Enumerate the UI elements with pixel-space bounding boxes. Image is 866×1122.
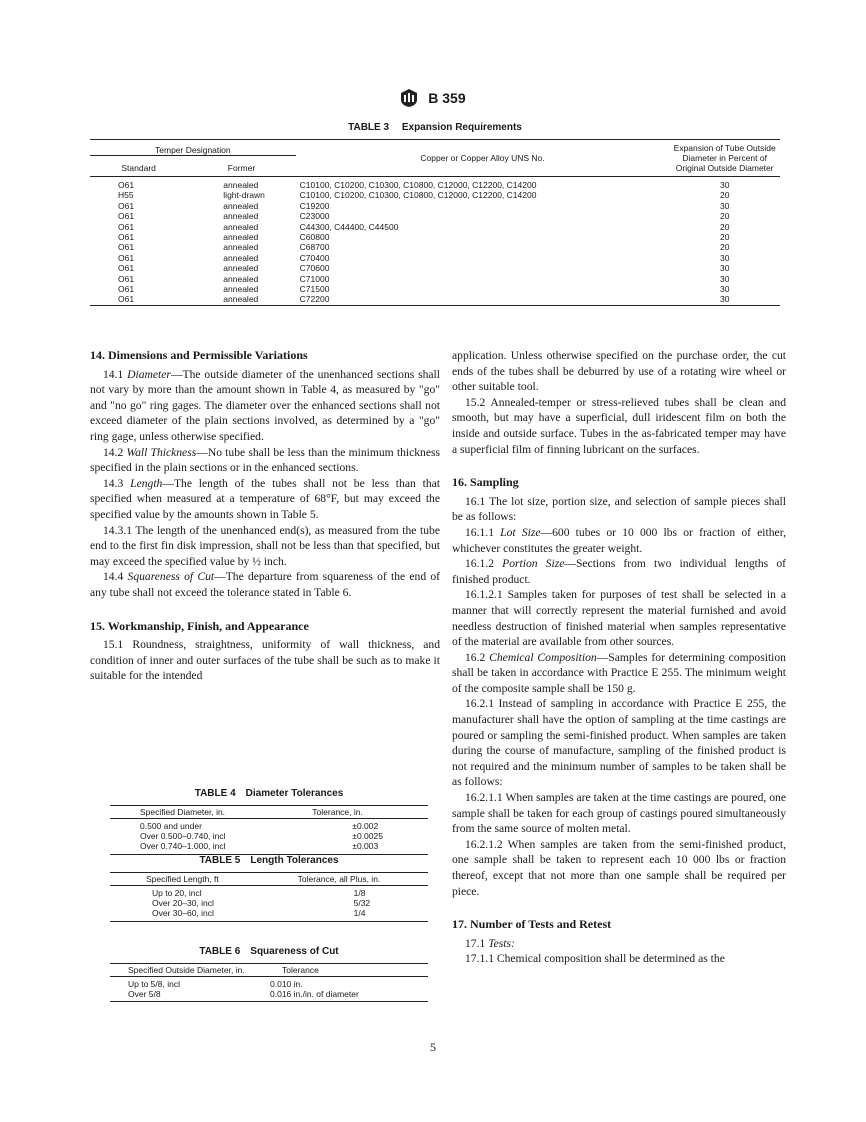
- t5-col1-header: Specified Length, ft: [146, 874, 219, 884]
- t4-col1-header: Specified Diameter, in.: [140, 807, 226, 817]
- para-16-1-2-1: 16.1.2.1 Samples taken for purposes of test shall be selected in a manner that will correctly represent the material furnished and avoid needless destruction of finished material when samples representative of the material are available from other sources.: [452, 588, 786, 649]
- page-header: [0, 88, 866, 108]
- table-5-label: TABLE 5: [199, 855, 241, 866]
- cell-former: light-drawn: [223, 190, 265, 201]
- table-row: [90, 253, 780, 263]
- table-6-caption: [110, 946, 428, 957]
- para-16-1: 16.1 The lot size, portion size, and selection of sample pieces shall be as follows:: [452, 494, 786, 524]
- cell-standard: O61: [118, 211, 135, 222]
- table-row: [90, 211, 780, 221]
- cell-alloy: C10100, C10200, C10300, C10800, C12000, C12200, C14200: [299, 180, 537, 190]
- expansion-column-header: Expansion of Tube Outside Diameter in Percent of Original Outside Diameter: [673, 143, 776, 173]
- temper-designation-header: Temper Designation: [90, 140, 296, 156]
- table-5-caption: [110, 855, 428, 866]
- cell-former: annealed: [223, 221, 259, 232]
- cell-expansion: 30: [719, 273, 730, 284]
- cell-expansion: 30: [719, 294, 730, 305]
- section-14-heading: 14. Dimensions and Permissible Variations: [90, 348, 308, 362]
- cell-former: annealed: [223, 284, 259, 295]
- former-column-header: Former: [227, 163, 256, 174]
- cell-alloy: C70600: [299, 263, 330, 274]
- cell-standard: O61: [118, 284, 135, 295]
- cell-former: annealed: [223, 180, 259, 190]
- cell-expansion: 20: [719, 242, 730, 253]
- table-3-title: Expansion Requirements: [401, 122, 522, 133]
- cell-tolerance: ±0.002: [352, 821, 379, 831]
- cell-alloy: C44300, C44400, C44500: [299, 221, 399, 232]
- table-row: [90, 222, 780, 232]
- cell-tolerance: ±0.003: [352, 841, 379, 852]
- cell-alloy: C70400: [299, 252, 330, 263]
- cell-alloy: C68700: [299, 242, 330, 253]
- table-row: [90, 232, 780, 242]
- para-15-1-part2: application. Unless otherwise specified on the purchase order, the cut ends of the tubes shall be deburred by use of a rotating wire wheel or other suitable tool.: [452, 349, 786, 394]
- cell-spec: 0.500 and under: [140, 821, 202, 831]
- para-16-2-1-1: 16.2.1.1 When samples are taken at the time castings are poured, one sample shall be taken for each group of castings poured simultaneously from the same source of molten metal.: [452, 791, 786, 836]
- length-tolerance-table: [110, 872, 428, 922]
- cell-alloy: C19200: [299, 200, 330, 211]
- table-row: [90, 242, 780, 252]
- table-row: [90, 284, 780, 294]
- cell-standard: O61: [118, 232, 135, 243]
- table-row: [90, 274, 780, 284]
- cell-former: annealed: [223, 252, 259, 263]
- cell-standard: O61: [118, 242, 135, 253]
- diameter-tolerance-table: [110, 805, 428, 855]
- table-5-title: Length Tolerances: [250, 855, 339, 866]
- cell-former: annealed: [223, 242, 259, 253]
- squareness-table: [110, 963, 428, 1002]
- table-3-label: TABLE 3: [348, 122, 390, 133]
- page-number: 5: [430, 1040, 436, 1054]
- table-row: [110, 831, 428, 841]
- cell-expansion: 20: [719, 211, 730, 222]
- para-14-4: 14.4 Squareness of Cut—The departure from squareness of the end of any tube shall not exceed the tolerance stated in Table 6.: [90, 570, 440, 599]
- table-6: [110, 946, 428, 1002]
- cell-spec: Over 5/8: [128, 989, 161, 1000]
- para-15-1-part1: 15.1 Roundness, straightness, uniformity of wall thickness, and condition of inner and outer surfaces of the tube shall be such as to make it suitable for the intended: [90, 638, 440, 683]
- cell-expansion: 30: [719, 200, 730, 211]
- cell-standard: O61: [118, 273, 135, 284]
- astm-logo-icon: [400, 88, 418, 108]
- cell-tolerance: 0.016 in./in. of diameter: [270, 989, 359, 1000]
- table-row: [110, 908, 428, 921]
- table-row: [110, 886, 428, 899]
- cell-former: annealed: [223, 211, 259, 222]
- cell-alloy: C23000: [299, 211, 330, 222]
- cell-former: annealed: [223, 200, 259, 211]
- standard-column-header: Standard: [121, 163, 156, 174]
- para-16-1-2: 16.1.2 Portion Size—Sections from two individual lengths of finished product.: [452, 557, 786, 586]
- table-row: [90, 190, 780, 200]
- cell-standard: H55: [118, 190, 134, 201]
- t6-col2-header: Tolerance: [282, 965, 319, 975]
- table-3-caption: [90, 122, 780, 133]
- cell-former: annealed: [223, 232, 259, 243]
- table-4: [110, 788, 428, 855]
- cell-standard: O61: [118, 200, 135, 211]
- cell-spec: Up to 5/8, incl: [128, 979, 180, 989]
- cell-expansion: 30: [719, 284, 730, 295]
- para-14-3-1: 14.3.1 The length of the unenhanced end(s), as measured from the tube end to the first fin disk impression, shall not be less than that specified, but may exceed the specified value by ½ inch.: [90, 523, 440, 568]
- cell-alloy: C71000: [299, 273, 330, 284]
- table-row: [110, 989, 428, 1002]
- t5-col2-header: Tolerance, all Plus, in.: [297, 874, 381, 884]
- para-15-2: 15.2 Annealed-temper or stress-relieved tubes shall be clean and smooth, but may have a superficial, dull iridescent film on both the inside and outside surface. Tubes in the as-fabricated temper may have a superficial film of finning lubricant on the surfaces.: [452, 395, 786, 456]
- table-row: [110, 819, 428, 832]
- para-16-1-1: 16.1.1 Lot Size—600 tubes or 10 000 lbs or fraction of either, whichever constitutes the greater weight.: [452, 525, 786, 555]
- cell-expansion: 30: [719, 180, 730, 190]
- section-16-heading: 16. Sampling: [452, 475, 519, 490]
- para-17-1-1: 17.1.1 Chemical composition shall be determined as the: [465, 952, 725, 966]
- cell-standard: O61: [118, 180, 135, 190]
- cell-former: annealed: [223, 273, 259, 284]
- cell-alloy: C71500: [299, 284, 330, 295]
- alloy-column-header: Copper or Copper Alloy UNS No.: [420, 153, 545, 163]
- table-6-title: Squareness of Cut: [250, 946, 339, 957]
- para-16-2-1: 16.2.1 Instead of sampling in accordance with Practice E 255, the manufacturer shall have the option of sampling at the time castings are poured or sampling the semi-finished product. When samples are taken during the course of manufacture, sampling of the finished product is not required and the minimum number of samples to be taken shall be as follows:: [452, 697, 786, 789]
- table-row: [90, 177, 780, 191]
- t4-col2-header: Tolerance, in.: [312, 807, 363, 817]
- table-6-label: TABLE 6: [199, 946, 241, 957]
- cell-former: annealed: [223, 263, 259, 274]
- cell-alloy: C60800: [299, 232, 330, 243]
- para-14-3: 14.3 Length—The length of the tubes shall not be less than that specified when measured at a temperature of 68°F, but may exceed the specified value by the amounts shown in Table 5.: [90, 476, 440, 521]
- section-17-heading: 17. Number of Tests and Retest: [452, 917, 612, 932]
- section-15-heading: 15. Workmanship, Finish, and Appearance: [90, 618, 309, 633]
- cell-spec: Over 0.740–1.000, incl: [140, 841, 226, 852]
- cell-tolerance: ±0.0025: [352, 831, 383, 842]
- cell-spec: Over 30–60, incl: [152, 908, 214, 919]
- cell-alloy: C10100, C10200, C10300, C10800, C12000, C12200, C14200: [299, 190, 537, 201]
- cell-spec: Over 0.500–0.740, incl: [140, 831, 226, 842]
- cell-standard: O61: [118, 252, 135, 263]
- cell-expansion: 30: [719, 252, 730, 263]
- para-16-2-1-2: 16.2.1.2 When samples are taken from the semi-finished product, one sample shall be taken to represent each 10 000 lbs or fraction thereof, except that not more than one sample shall be required per piece.: [452, 837, 786, 898]
- para-17-1: 17.1 Tests:: [465, 936, 515, 950]
- cell-standard: O61: [118, 263, 135, 274]
- cell-tolerance: 0.010 in.: [270, 979, 303, 989]
- para-16-2: 16.2 Chemical Composition—Samples for determining composition shall be taken in accordance with Practice E 255. The minimum weight of the composite sample shall be 150 g.: [452, 650, 786, 695]
- cell-alloy: C72200: [299, 294, 330, 305]
- cell-expansion: 20: [719, 232, 730, 243]
- document-code: B 359: [428, 90, 466, 106]
- para-14-2: 14.2 Wall Thickness—No tube shall be less than the minimum thickness specified in the plain sections or in the enhanced sections.: [90, 445, 441, 475]
- t6-col1-header: Specified Outside Diameter, in.: [128, 965, 245, 975]
- table-4-title: Diameter Tolerances: [245, 788, 344, 799]
- cell-tolerance: 5/32: [353, 898, 371, 909]
- table-row: [110, 841, 428, 854]
- cell-expansion: 30: [719, 263, 730, 274]
- table-row: [90, 201, 780, 211]
- table-row: [90, 263, 780, 273]
- cell-spec: Up to 20, incl: [152, 888, 202, 898]
- table-row: [110, 898, 428, 908]
- left-column: [90, 348, 440, 683]
- table-row: [110, 977, 428, 990]
- para-14-1: 14.1 Diameter—The outside diameter of the unenhanced sections shall not vary by more than the amount shown in Table 4, as measured by "go" and "no go" ring gages. The diameter over the enhanced sections shall not exceed diameter of the plain sections involved, as determined by a "go" ring gage, unless otherwise specified.: [90, 367, 440, 443]
- cell-standard: O61: [118, 294, 135, 305]
- expansion-table: [90, 139, 780, 306]
- cell-tolerance: 1/4: [353, 908, 366, 919]
- cell-tolerance: 1/8: [353, 888, 366, 898]
- cell-standard: O61: [118, 221, 135, 232]
- cell-spec: Over 20–30, incl: [152, 898, 214, 909]
- table-5: [110, 855, 428, 922]
- cell-expansion: 20: [719, 221, 730, 232]
- table-4-caption: [110, 788, 428, 799]
- table-3: [90, 122, 780, 306]
- cell-former: annealed: [223, 294, 259, 305]
- table-row: [90, 294, 780, 305]
- table-4-label: TABLE 4: [194, 788, 236, 799]
- right-column: [452, 348, 786, 967]
- cell-expansion: 20: [719, 190, 730, 201]
